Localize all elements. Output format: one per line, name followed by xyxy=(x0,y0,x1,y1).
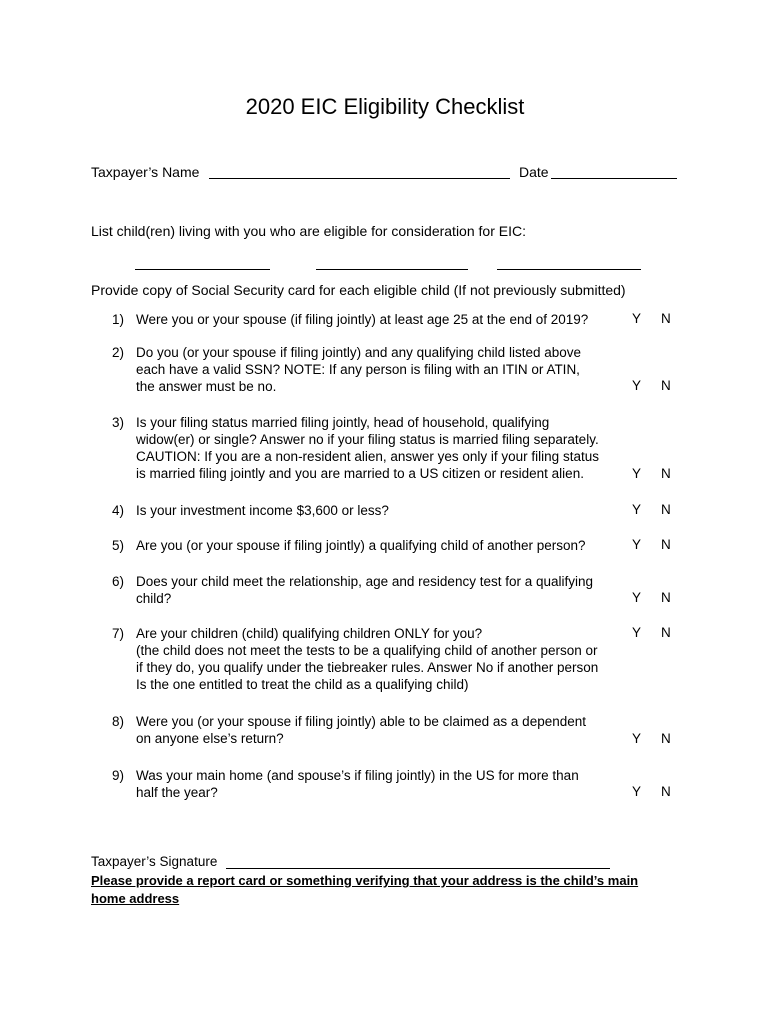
question-line: Were you or your spouse (if filing jointly) at least age 25 at the end of 2019? xyxy=(136,312,589,327)
yes-option-1[interactable]: Y xyxy=(632,311,642,326)
date-label: Date xyxy=(519,164,549,180)
footer-note-line: home address xyxy=(91,891,180,906)
taxpayer-name-field[interactable] xyxy=(209,178,510,179)
question-line: if they do, you qualify under the tiebreaker rules. Answer No if another person xyxy=(136,660,599,675)
page-title: 2020 EIC Eligibility Checklist xyxy=(245,94,525,119)
question-line: Is your filing status married filing jointly, head of household, qualifying xyxy=(136,415,550,430)
footer-note xyxy=(91,872,691,908)
yes-option-4[interactable]: Y xyxy=(632,502,642,517)
yes-option-3[interactable]: Y xyxy=(632,466,642,481)
question-line: Are your children (child) qualifying children ONLY for you? xyxy=(136,626,483,641)
yes-option-9[interactable]: Y xyxy=(632,784,642,799)
question-line: each have a valid SSN? NOTE: If any person is filing with an ITIN or ATIN, xyxy=(136,362,580,377)
question-line: Was your main home (and spouse’s if filing jointly) in the US for more than xyxy=(136,768,579,783)
yes-option-8[interactable]: Y xyxy=(632,731,642,746)
child-field-1[interactable] xyxy=(135,269,270,270)
yes-option-6[interactable]: Y xyxy=(632,590,642,605)
taxpayer-name-label: Taxpayer’s Name xyxy=(91,164,200,180)
no-option-9[interactable]: N xyxy=(661,784,671,799)
question-line: is married filing jointly and you are married to a US citizen or resident alien. xyxy=(136,466,584,481)
no-option-2[interactable]: N xyxy=(661,378,671,393)
question-line: (the child does not meet the tests to be a qualifying child of another person or xyxy=(136,643,598,658)
yes-option-5[interactable]: Y xyxy=(632,537,642,552)
no-option-6[interactable]: N xyxy=(661,590,671,605)
no-option-7[interactable]: N xyxy=(661,625,671,640)
question-line: Are you (or your spouse if filing jointly) a qualifying child of another person? xyxy=(136,538,586,553)
no-option-4[interactable]: N xyxy=(661,502,671,517)
no-option-1[interactable]: N xyxy=(661,311,671,326)
footer-note-line: Please provide a report card or something verifying that your address is the child’s main xyxy=(91,873,639,888)
question-line: Were you (or your spouse if filing jointly) able to be claimed as a dependent xyxy=(136,714,587,729)
question-line: the answer must be no. xyxy=(136,379,277,394)
question-line: on anyone else’s return? xyxy=(136,731,284,746)
question-line: Do you (or your spouse if filing jointly) and any qualifying child listed above xyxy=(136,345,581,360)
question-line: half the year? xyxy=(136,785,218,800)
yes-option-7[interactable]: Y xyxy=(632,625,642,640)
no-option-8[interactable]: N xyxy=(661,731,671,746)
child-field-2[interactable] xyxy=(316,269,468,270)
ssn-instruction: Provide copy of Social Security card for each eligible child (If not previously submitted) xyxy=(91,282,626,298)
question-line: widow(er) or single? Answer no if your filing status is married filing separately. xyxy=(136,432,599,447)
date-field[interactable] xyxy=(551,178,677,179)
children-instruction: List child(ren) living with you who are eligible for consideration for EIC: xyxy=(91,223,526,239)
signature-field[interactable] xyxy=(226,868,610,869)
yes-option-2[interactable]: Y xyxy=(632,378,642,393)
no-option-5[interactable]: N xyxy=(661,537,671,552)
question-line: Is the one entitled to treat the child as a qualifying child) xyxy=(136,677,469,692)
child-field-3[interactable] xyxy=(497,269,641,270)
question-line: CAUTION: If you are a non-resident alien, answer yes only if your filing status xyxy=(136,449,599,464)
no-option-3[interactable]: N xyxy=(661,466,671,481)
question-line: child? xyxy=(136,591,172,606)
signature-label: Taxpayer’s Signature xyxy=(91,854,218,869)
question-line: Is your investment income $3,600 or less? xyxy=(136,503,389,518)
question-line: Does your child meet the relationship, age and residency test for a qualifying xyxy=(136,574,594,589)
